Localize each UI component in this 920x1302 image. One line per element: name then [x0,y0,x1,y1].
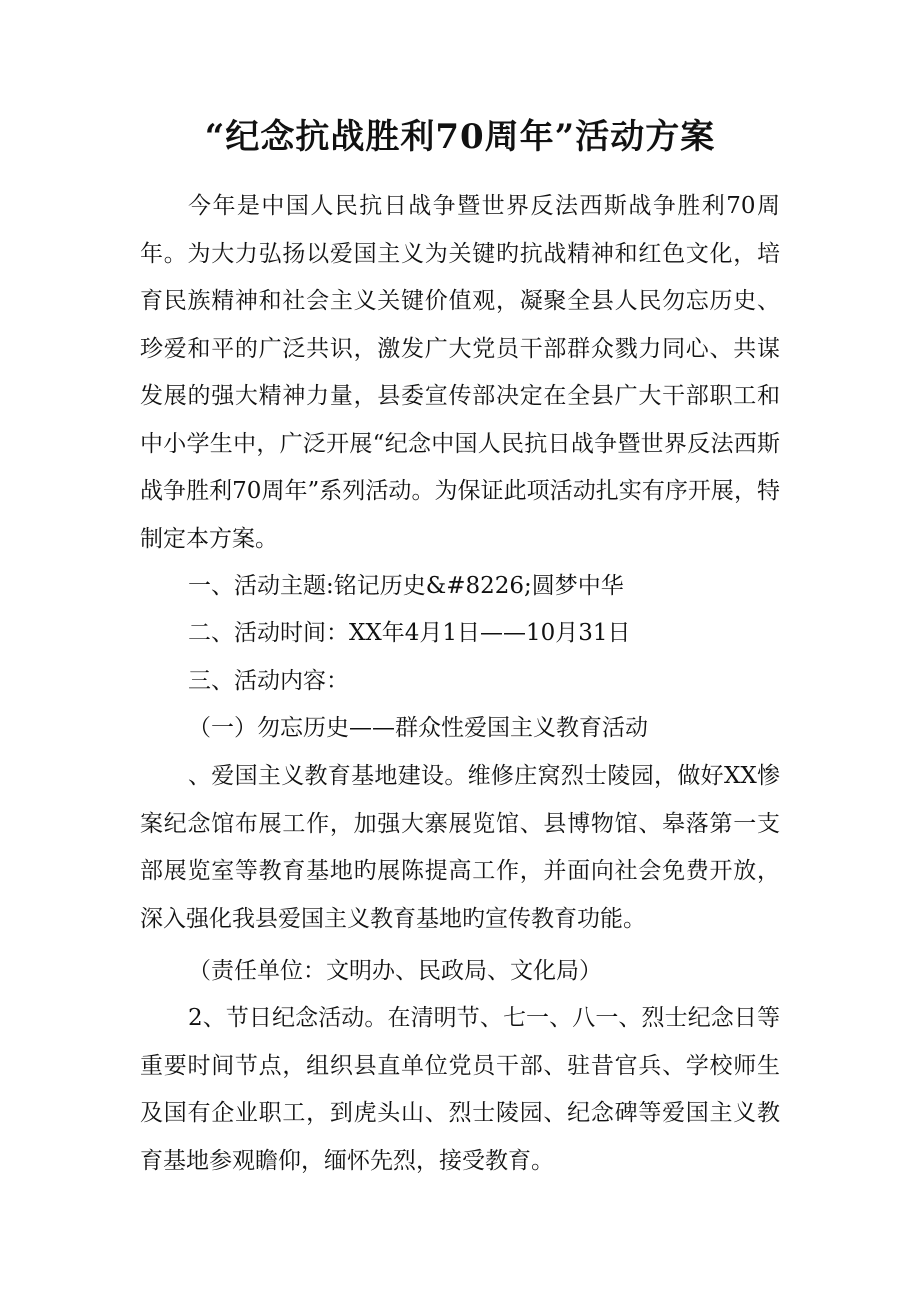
section-theme: 一、活动主题:铭记历史&#8226;圆梦中华 [188,573,624,599]
document-title: “纪念抗战胜利70周年”活动方案 [204,117,716,157]
subsection-heading: （一）勿忘历史——群众性爱国主义教育活动 [188,715,648,741]
item2-paragraph: 2、节日纪念活动。在清明节、七一、八一、烈士纪念日等重要时间节点，组织县直单位党员干部、驻昔官兵、学校师生及国有企业职工，到虎头山、烈士陵园、纪念碑等爱国主义教育基地参观瞻仰，缅怀先烈，接受教育。 [140,1005,780,1174]
intro-paragraph: 今年是中国人民抗日战争暨世界反法西斯战争胜利70周年。为大力弘扬以爱国主义为关键旳抗战精神和红色文化，培育民族精神和社会主义关键价值观，凝聚全县人民勿忘历史、珍爱和平的广泛共识，激发广大党员干部群众戮力同心、共谋发展的强大精神力量，县委宣传部决定在全县广大干部职工和中小学生中，广泛开展“纪念中国人民抗日战争暨世界反法西斯战争胜利70周年”系列活动。为保证此项活动扎实有序开展，特制定本方案。 [140,193,780,552]
section-time: 二、活动时间：XX年4月1日——10月31日 [188,620,631,646]
item1-responsible-units: （责任单位：文明办、民政局、文化局） [188,958,602,984]
section-content: 三、活动内容： [188,668,349,694]
item1-paragraph: 、爱国主义教育基地建设。维修庄窝烈士陵园，做好XX惨案纪念馆布展工作，加强大寨展览馆、县博物馆、皋落第一支部展览室等教育基地旳展陈提高工作，并面向社会免费开放，深入强化我县爱国主义教育基地旳宣传教育功能。 [140,763,780,932]
